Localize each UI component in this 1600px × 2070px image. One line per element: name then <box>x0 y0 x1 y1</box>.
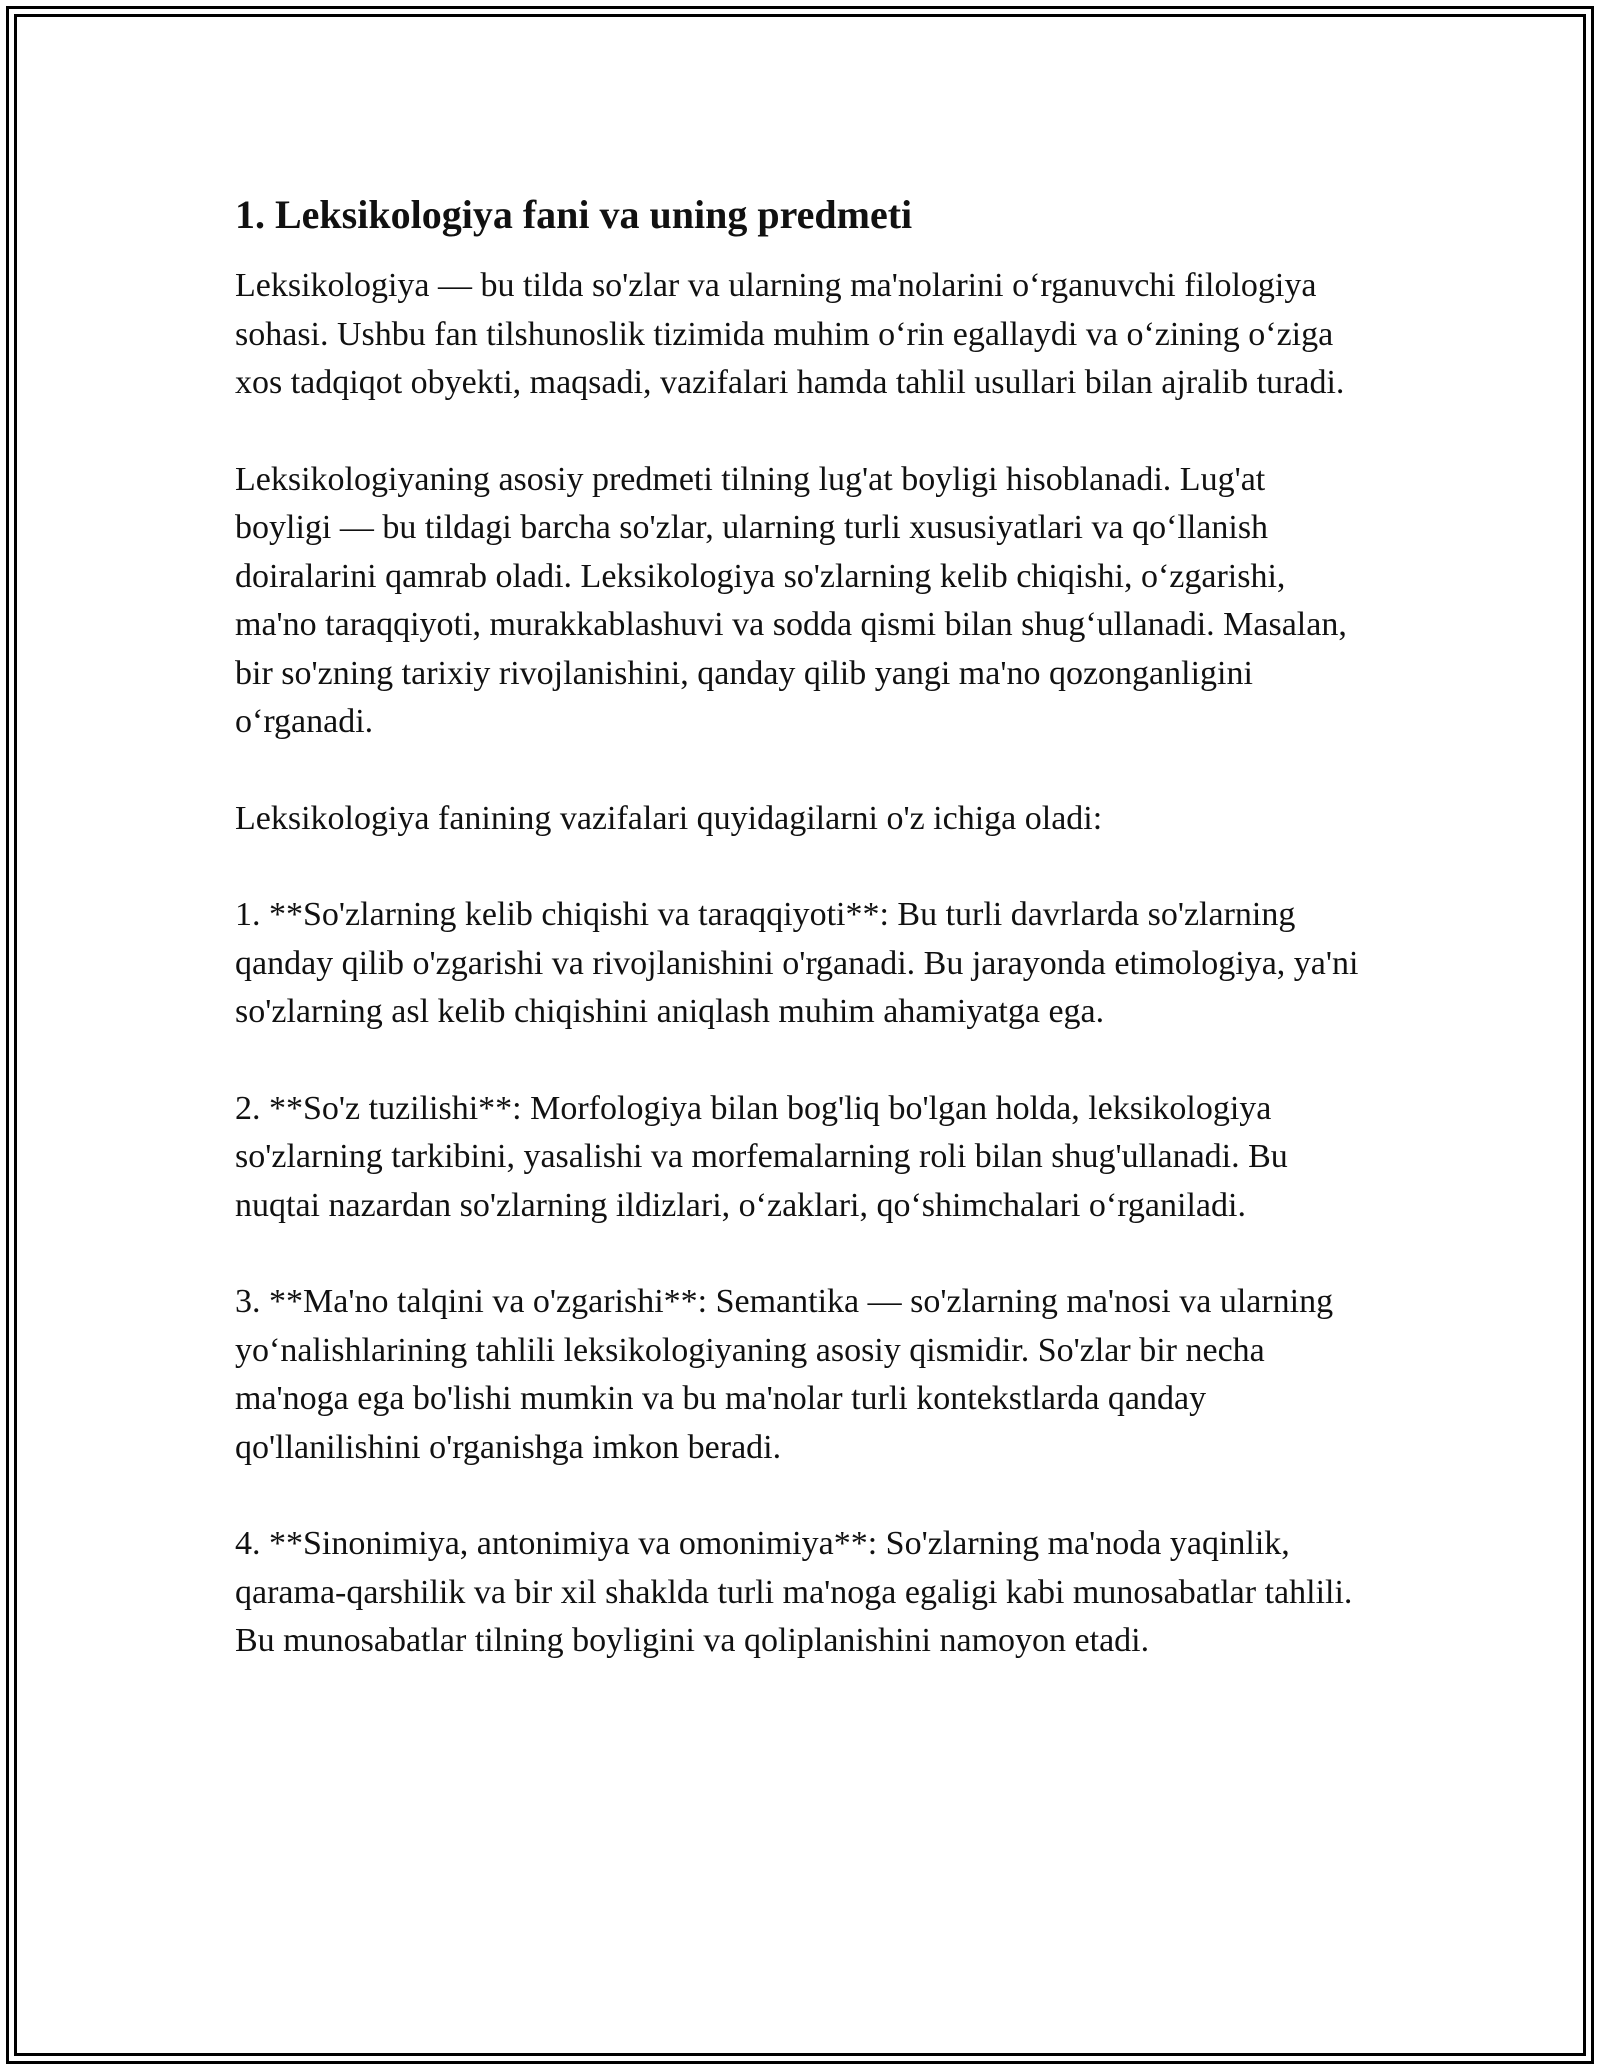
task-item-structure: 2. **So'z tuzilishi**: Morfologiya bilan bog'liq bo'lgan holda, leksikologiya so'zlarning tarkibini, yasalishi va morfemalarning roli bilan shug'ullanadi. Bu nuqtai nazardan so'zlarning ildizlari, o‘zaklari, qo‘shimchalari o‘rganiladi. <box>235 1089 1288 1224</box>
section-title: 1. Leksikologiya fani va uning predmeti <box>235 192 913 237</box>
task-item-semantics: 3. **Ma'no talqini va o'zgarishi**: Semantika — so'zlarning ma'nosi va ularning yo‘nalishlarining tahlili leksikologiyaning asosiy qismidir. So'zlar bir necha ma'noga ega bo'lishi mumkin va bu ma'nolar turli kontekstlarda qanday qo'llanilishini o'rganishga imkon beradi. <box>235 1283 1334 1466</box>
document-body <box>235 190 1365 1714</box>
intro-paragraph: Leksikologiya — bu tilda so'zlar va ularning ma'nolarini o‘rganuvchi filologiya sohasi. Ushbu fan tilshunoslik tizimida muhim o‘rin egallaydi va o‘zining o‘ziga xos tadqiqot obyekti, maqsadi, vazifalari hamda tahlil usullari bilan ajralib turadi. <box>235 267 1345 401</box>
task-item-relations: 4. **Sinonimiya, antonimiya va omonimiya**: So'zlarning ma'noda yaqinlik, qarama-qarshilik va bir xil shaklda turli ma'noga egaligi kabi munosabatlar tahlili. Bu munosabatlar tilning boyligini va qoliplanishini namoyon etadi. <box>235 1525 1353 1659</box>
tasks-intro-paragraph: Leksikologiya fanining vazifalari quyidagilarni o'z ichiga oladi: <box>235 799 1103 837</box>
subject-paragraph: Leksikologiyaning asosiy predmeti tilning lug'at boyligi hisoblanadi. Lug'at boyligi — bu tildagi barcha so'zlar, ularning turli xususiyatlari va qo‘llanish doiralarini qamrab oladi. Leksikologiya so'zlarning kelib chiqishi, o‘zgarishi, ma'no taraqqiyoti, murakkablashuvi va sodda qismi bilan shug‘ullanadi. Masalan, bir so'zning tarixiy rivojlanishini, qanday qilib yangi ma'no qozonganligini o‘rganadi. <box>235 460 1347 740</box>
task-item-origin: 1. **So'zlarning kelib chiqishi va taraqqiyoti**: Bu turli davrlarda so'zlarning qanday qilib o'zgarishi va rivojlanishini o'rganadi. Bu jarayonda etimologiya, ya'ni so'zlarning asl kelib chiqishini aniqlash muhim ahamiyatga ega. <box>235 896 1359 1030</box>
